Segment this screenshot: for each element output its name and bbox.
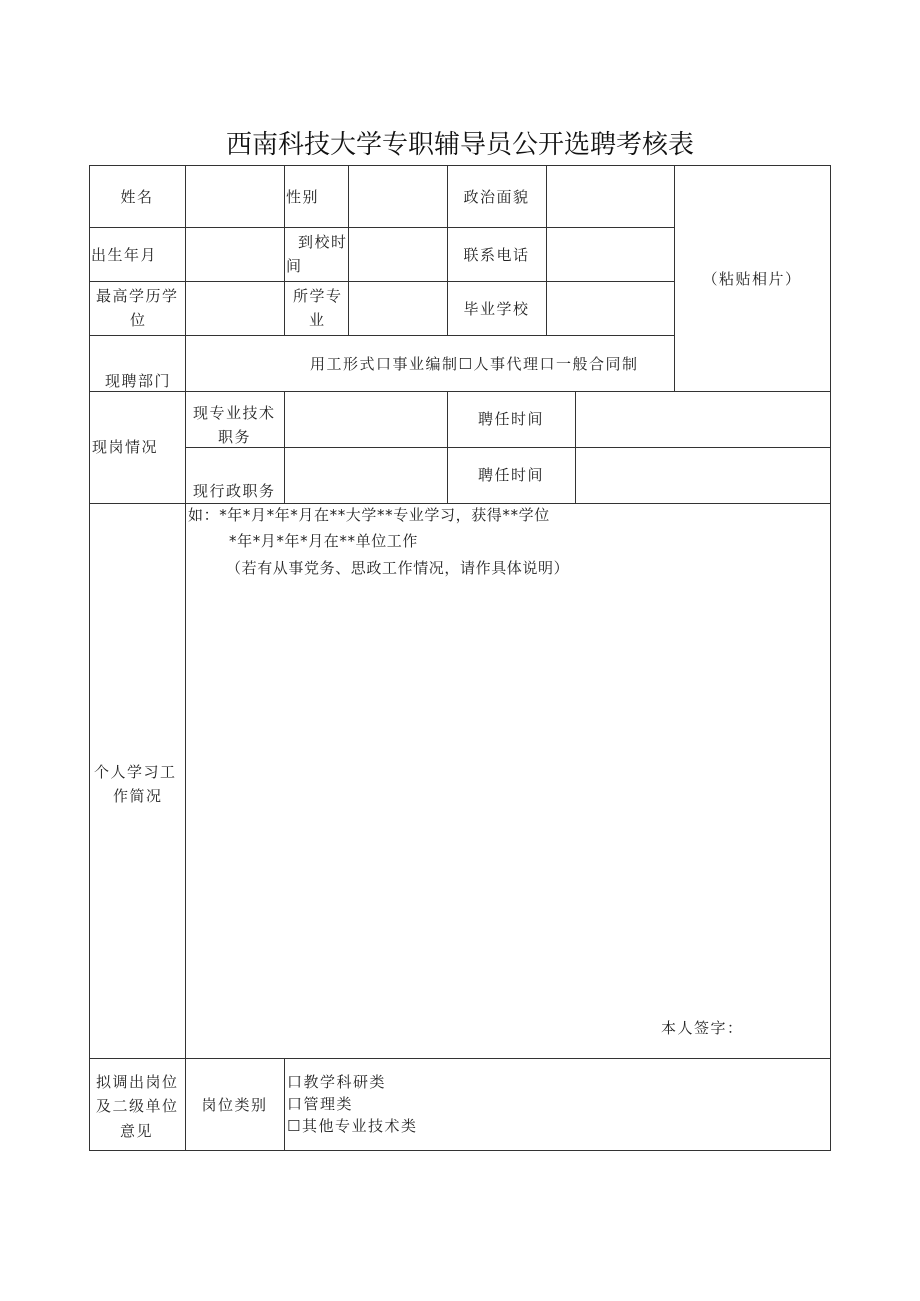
degree-label-1: 最高学历学 [96,287,179,305]
gender-label: 性别 [286,188,320,206]
transfer-label-1: 拟调出岗位 [96,1073,179,1091]
resume-example-line-2: *年*月*年*月在**单位工作 [229,532,419,550]
page-title: 西南科技大学专职辅导员公开选聘考核表 [225,130,694,160]
major-field[interactable] [349,282,447,335]
option-other-technical[interactable]: ☐其他专业技术类 [287,1117,418,1135]
resume-example-line-3: （若有从事党务、思政工作情况，请作具体说明） [226,559,570,577]
phone-label: 联系电话 [463,246,530,264]
tech-title-label-1: 现专业技术 [193,404,276,422]
admin-title-label: 现行政职务 [193,482,276,500]
arrival-label-2: 间 [286,257,303,275]
transfer-label-2: 及二级单位 [96,1097,179,1115]
birth-label: 出生年月 [91,246,158,264]
major-label-2: 业 [309,311,326,329]
school-label: 毕业学校 [463,300,530,318]
degree-label-2: 位 [130,311,147,329]
dept-field[interactable] [186,336,284,391]
school-field[interactable] [547,282,674,335]
option-teaching-research[interactable]: 口教学科研类 [287,1073,387,1091]
name-label: 姓名 [120,188,154,206]
category-label: 岗位类别 [201,1096,268,1114]
phone-field[interactable] [547,228,674,281]
resume-label-1: 个人学习工 [94,763,177,781]
resume-label-2: 作简况 [113,787,163,805]
photo-placeholder: （粘贴相片） [702,270,802,288]
option-management[interactable]: 口管理类 [287,1095,354,1113]
signature-label: 本人签字： [661,1019,744,1037]
tech-time-field[interactable] [576,392,830,447]
tech-title-label-2: 职务 [218,428,252,446]
dept-label: 现聘部门 [105,372,172,390]
birth-field[interactable] [186,228,284,281]
admin-title-field[interactable] [285,448,447,503]
major-label-1: 所学专 [293,287,343,305]
political-field[interactable] [547,166,674,227]
degree-field[interactable] [186,282,284,335]
political-label: 政治面貌 [463,188,530,206]
transfer-label-3: 意见 [120,1122,154,1140]
tech-title-field[interactable] [285,392,447,447]
gender-field[interactable] [349,166,447,227]
admin-time-label: 聘任时间 [477,466,544,484]
position-section-label: 现岗情况 [92,438,159,456]
arrival-label-1: 到校时 [298,233,348,251]
tech-time-label: 聘任时间 [477,410,544,428]
resume-example-line-1: 如：*年*月*年*月在**大学**专业学习，获得**学位 [188,506,550,524]
arrival-field[interactable] [349,228,447,281]
resume-textarea[interactable] [186,504,830,1058]
employment-type[interactable]: 用工形式口事业编制☐人事代理口一般合同制 [310,355,639,373]
admin-time-field[interactable] [576,448,830,503]
name-field[interactable] [186,166,284,227]
